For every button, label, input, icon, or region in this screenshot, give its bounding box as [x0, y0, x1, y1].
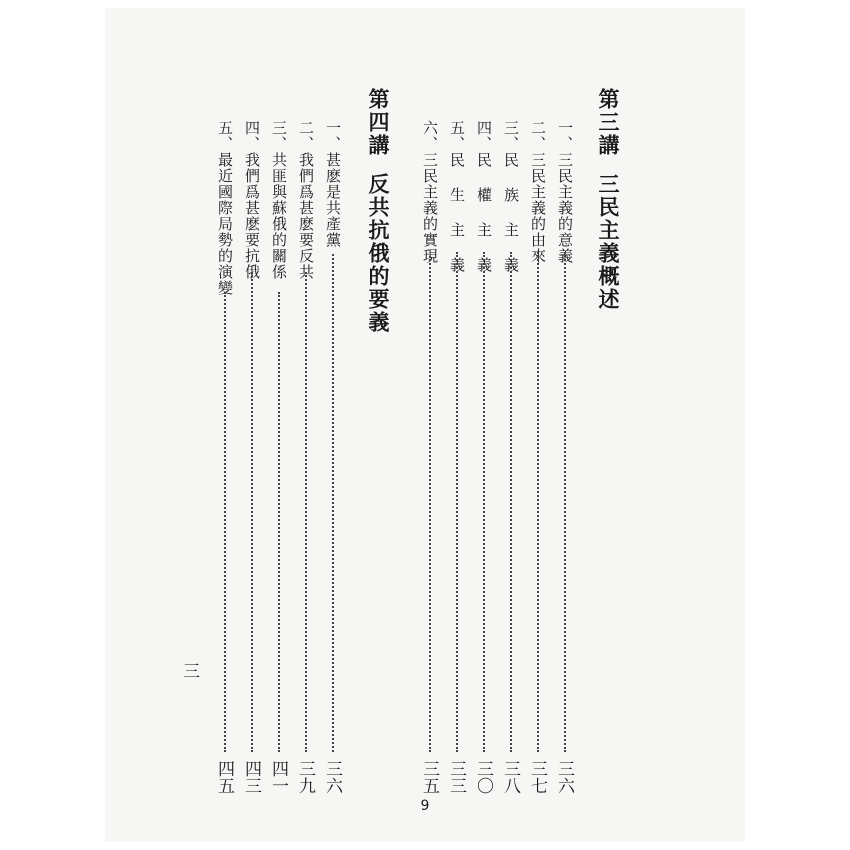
- toc-entry-label: 三、民 族 主 義: [502, 120, 520, 273]
- dot-leader: [224, 292, 226, 752]
- dot-leader: [251, 272, 253, 752]
- toc-entry-label: 一、甚麽是共產黨: [324, 120, 342, 248]
- toc-entry-page: 三三: [446, 760, 466, 794]
- dot-leader: [429, 256, 431, 752]
- toc-entry-page: 三六: [554, 760, 574, 794]
- lecture4-heading: [368, 88, 389, 334]
- dot-leader: [483, 252, 485, 752]
- toc-entry-page: 三〇: [473, 760, 493, 794]
- toc-entry-label: 三、共匪與蘇俄的關係: [270, 120, 288, 280]
- lecture4-title: 第四講: [366, 88, 391, 157]
- lecture4-subtitle: 反共抗俄的要義: [366, 173, 391, 334]
- dot-leader: [278, 292, 280, 752]
- toc-entry-label: 五、民 生 主 義: [448, 120, 466, 273]
- toc-entry-label: 二、我們爲甚麽要反共: [297, 120, 315, 280]
- toc-entry-label: 六、三民主義的實現: [421, 120, 439, 264]
- toc-entry-page: 四一: [268, 760, 288, 794]
- toc-entry-page: 三六: [322, 760, 342, 794]
- toc-entry-page: 四五: [214, 760, 234, 794]
- toc-entry-page: 三五: [419, 760, 439, 794]
- toc-entry-label: 四、我們爲甚麽要抗俄: [243, 120, 261, 280]
- page-number: 9: [420, 798, 430, 814]
- toc-entry-page: 四三: [241, 760, 261, 794]
- dot-leader: [564, 252, 566, 752]
- dot-leader: [537, 252, 539, 752]
- toc-entry-page: 三八: [500, 760, 520, 794]
- side-page-numeral: 三: [179, 662, 199, 679]
- toc-entry-label: 四、民 權 主 義: [475, 120, 493, 273]
- toc-entry-label: 五、最近國際局勢的演變: [216, 120, 234, 296]
- dot-leader: [332, 254, 334, 752]
- dot-leader: [456, 252, 458, 752]
- lecture3-heading: [598, 88, 619, 311]
- toc-entry-page: 三七: [527, 760, 547, 794]
- dot-leader: [510, 252, 512, 752]
- toc-entry-label: 二、三民主義的由來: [529, 120, 547, 264]
- dot-leader: [305, 272, 307, 752]
- lecture3-subtitle: 三民主義概述: [596, 173, 621, 311]
- toc-entry-label: 一、三民主義的意義: [556, 120, 574, 264]
- lecture3-title: 第三講: [596, 88, 621, 157]
- toc-entry-page: 三九: [295, 760, 315, 794]
